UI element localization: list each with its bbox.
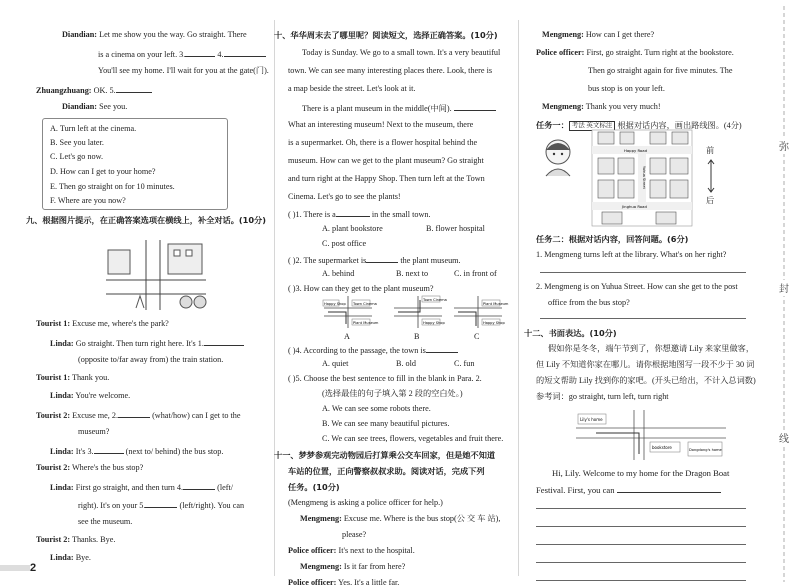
route-arrow: [328, 312, 346, 324]
speaker-label: Tourist 1:: [36, 373, 71, 382]
building-icon: [598, 180, 614, 198]
map-label: bookstore: [652, 445, 672, 450]
building-icon: [620, 132, 634, 144]
building-icon: [650, 158, 666, 174]
building-icon: [650, 132, 666, 144]
writing-prompt: 的短文帮助 Lily 找到你的家吧。(开头已给出，不计入总词数): [536, 376, 756, 385]
speaker-label: Police officer:: [536, 48, 585, 57]
essay-start: Hi, Lily. Welcome to my home for the Dragon Boat: [552, 468, 730, 478]
speaker-label: Mengmeng:: [542, 30, 584, 39]
map-label: Happy Shop: [324, 302, 346, 306]
direction-front: 前: [706, 146, 715, 155]
question-text: the plant museum.: [400, 256, 461, 265]
speaker-label: Linda:: [50, 553, 74, 562]
road-label: Yuhua Street: [642, 166, 646, 189]
passage-line: a map beside the street. Let's look at it.: [288, 84, 416, 93]
passage-line: Today is Sunday. We go to a small town. It's a very beautiful: [302, 48, 501, 57]
speaker-label: Mengmeng:: [300, 562, 342, 571]
choice-a[interactable]: A. behind: [322, 269, 355, 278]
dialogue-text: (what/how) can I get to the: [152, 411, 241, 420]
speaker-label: Linda:: [50, 339, 74, 348]
choice-b[interactable]: B. next to: [396, 269, 429, 278]
writing-prompt: 假如你是冬冬，端午节到了，你想邀请 Lily 来家里做客，: [548, 344, 755, 353]
map-label: Dongdong's home: [689, 448, 722, 452]
choice-b[interactable]: B: [414, 332, 420, 341]
dialogue-text: Excuse me. Where is the bus stop(公 交 车 站),: [343, 514, 501, 523]
answer-blank[interactable]: [183, 481, 215, 490]
answer-blank[interactable]: [145, 499, 177, 508]
map-label: Lily's home: [580, 417, 603, 422]
passage-blank[interactable]: [454, 102, 496, 111]
dialogue-text: Where's the bus stop?: [71, 463, 144, 472]
map-label: Town Cinema: [423, 298, 447, 302]
essay-start: Festival. First, you can: [536, 485, 615, 495]
essay-line[interactable]: [536, 580, 746, 581]
reference-words: 参考词：go straight, turn left, turn right: [536, 392, 669, 401]
dialogue-text: bus stop is on your left.: [588, 84, 665, 93]
answer-blank[interactable]: [94, 445, 124, 454]
person-icon: [194, 296, 206, 308]
town-map[interactable]: [592, 130, 692, 226]
writing-map: [576, 410, 726, 460]
dialogue-text: Bye.: [75, 553, 91, 562]
building-icon: [108, 250, 130, 274]
dialogue-text: Then go straight again for five minutes. The: [588, 66, 733, 75]
section-title: 车站的位置，正向警察叔叔求助。阅读对话，完成下列: [288, 466, 485, 476]
choice-a[interactable]: A. plant bookstore: [322, 224, 383, 233]
dialogue-text: Excuse me, where's the park?: [72, 319, 169, 328]
speaker-label: Tourist 1:: [36, 319, 71, 328]
choice-a[interactable]: A: [344, 332, 350, 341]
speaker-label: Tourist 2:: [36, 535, 71, 544]
option-a: A. Turn left at the cinema.: [50, 124, 137, 133]
writing-prompt: 但 Lily 不知道你家在哪儿。请你根据地图写一段不少于 30 词: [536, 360, 755, 369]
map-label: Plant Museum: [483, 302, 509, 306]
dialogue-text: See you.: [99, 102, 128, 111]
seal-char: 线: [779, 434, 789, 445]
task-label: 任务一：: [536, 120, 569, 130]
passage-line: Cinema. Let's go to see the plants!: [288, 192, 401, 201]
choice-c[interactable]: C. in front of: [454, 269, 497, 278]
question-text: office from the bus stop?: [548, 298, 630, 307]
blank-number: 3.: [87, 447, 94, 456]
dialogue-text: (opposite to/far away from) the train station.: [78, 355, 224, 364]
speaker-label: Mengmeng:: [300, 514, 342, 523]
choice-b[interactable]: B. old: [396, 359, 417, 368]
dialogue-text: (left/: [217, 483, 234, 492]
street-illustration: [96, 230, 216, 310]
speaker-label: Police officer:: [288, 546, 337, 555]
route-arrow: [398, 300, 420, 312]
blank-number: 2.: [111, 411, 119, 420]
building-icon: [168, 244, 202, 274]
map-label: Happy Shop: [423, 321, 445, 325]
question-text: 2. Mengmeng is on Yuhua Street. How can she get to the post: [536, 282, 738, 291]
building-icon: [650, 180, 666, 198]
section-title: 十、华华周末去了哪里呢？阅读短文，选择正确答案。(10分): [274, 30, 498, 40]
essay-line[interactable]: [536, 562, 746, 563]
dialogue-text: museum?: [78, 427, 110, 436]
answer-blank[interactable]: [336, 208, 370, 217]
method-tag: 考法 英文标注: [569, 121, 616, 131]
dialogue-text: How can I get there?: [585, 30, 655, 39]
option-e: E. Then go straight on for 10 minutes.: [50, 182, 175, 191]
road-label: Happy Road: [624, 148, 647, 153]
dialogue-text: Let me show you the way. Go straight. There: [99, 30, 247, 39]
question-text: ( )1. There is a: [288, 210, 336, 219]
building-icon: [598, 132, 614, 144]
blank-number: 4.: [217, 50, 224, 59]
map-label: Town Cinema: [353, 302, 377, 306]
speaker-label: Tourist 2:: [36, 411, 71, 420]
section-title: 十一、梦梦参观完动物园后打算乘公交车回家，但是她不知道: [274, 450, 496, 460]
essay-line[interactable]: [617, 484, 721, 493]
choice-a[interactable]: A. We can see some robots there.: [322, 404, 431, 413]
answer-blank[interactable]: [366, 254, 398, 263]
dialogue-text: You'll see my home. I'll wait for you at the gate(门).: [98, 66, 269, 75]
section-title: 九、根据图片提示，在正确答案选项在横线上，补全对话。(10分): [26, 215, 266, 225]
choice-b[interactable]: B. flower hospital: [426, 224, 485, 233]
dialogue-text: It's next to the hospital.: [338, 546, 415, 555]
essay-line[interactable]: [536, 508, 746, 509]
passage-line: museum. How can we get to the plant museum? Go straight: [288, 156, 484, 165]
girl-illustration: [536, 134, 586, 178]
stage-direction: (Mengmeng is asking a police officer for help.): [288, 498, 443, 507]
blank-number: 1.: [197, 339, 204, 348]
building-icon: [672, 132, 688, 144]
speaker-label: Zhuangzhuang:: [36, 86, 92, 95]
dialogue-text: (next to/ behind) the bus stop.: [125, 447, 224, 456]
building-icon: [670, 158, 688, 174]
choice-c[interactable]: C: [474, 332, 480, 341]
building-icon: [618, 158, 634, 174]
blank-number: 5.: [139, 501, 146, 510]
dialogue-text: First, go straight. Turn right at the bookstore.: [586, 48, 734, 57]
question-text: ( )5. Choose the best sentence to fill in the blank in Para. 2.: [288, 374, 482, 383]
speaker-label: Tourist 2:: [36, 463, 71, 472]
speaker-label: Diandian:: [62, 102, 98, 111]
speaker-label: Linda:: [50, 447, 74, 456]
section-title: 任务。(10分): [288, 482, 340, 492]
choice-c[interactable]: C. fun: [454, 359, 475, 368]
dialogue-text: right). It's on your: [78, 501, 138, 510]
answer-blank[interactable]: [224, 48, 266, 57]
dialogue-text: Thank you very much!: [585, 102, 661, 111]
choice-c[interactable]: C. post office: [322, 239, 367, 248]
question-text: ( )3. How can they get to the plant museum?: [288, 284, 434, 293]
route-arrow: [458, 312, 476, 326]
dialogue-text: Thank you.: [71, 373, 110, 382]
route-map-b[interactable]: [392, 294, 447, 330]
map-label: Plant Museum: [353, 321, 379, 325]
dialogue-text: see the museum.: [78, 517, 133, 526]
choice-c[interactable]: C. We can see trees, flowers, vegetables and fruit there.: [322, 434, 504, 443]
blank-number: 4.: [176, 483, 184, 492]
dialogue-text: Excuse me,: [72, 411, 110, 420]
answer-line[interactable]: [540, 318, 746, 319]
page-number-bar: [0, 565, 30, 571]
option-b: B. See you later.: [50, 138, 104, 147]
blank-number: 5.: [109, 86, 116, 95]
dialogue-text: (left/right). You can: [179, 501, 245, 510]
question-text: in the small town.: [371, 210, 431, 219]
question-text: (选择最佳的句子填入第 2 段的空白处。): [322, 389, 463, 398]
seal-char: 弥: [779, 142, 789, 153]
speaker-label: Diandian:: [62, 30, 98, 39]
essay-line[interactable]: [536, 544, 746, 545]
speaker-label: Police officer:: [288, 578, 337, 587]
answer-blank[interactable]: [204, 337, 244, 346]
road-label: Jinghua Road: [622, 204, 647, 209]
route-arrow: [596, 433, 639, 454]
question-text: ( )2. The supermarket is: [288, 256, 367, 265]
seal-char: 封: [779, 284, 789, 295]
task-label: 任务二：根据对话内容，回答问题。(6分): [536, 234, 689, 244]
answer-blank[interactable]: [118, 409, 150, 418]
option-c: C. Let's go now.: [50, 152, 104, 161]
page-number: 2: [30, 562, 37, 574]
answer-line[interactable]: [540, 272, 746, 273]
speaker-label: Linda:: [50, 483, 74, 492]
passage-line: town. We can see many interesting places there. Look, there is: [288, 66, 493, 75]
dialogue-text: OK.: [93, 86, 108, 95]
column-divider: [518, 20, 519, 576]
building-icon: [670, 180, 688, 198]
column-divider: [274, 20, 275, 576]
section-title: 十二、书面表达。(10分): [524, 328, 617, 338]
map-label: Happy Shop: [483, 321, 505, 325]
dialogue-text: First go straight, and then turn: [75, 483, 175, 492]
speaker-label: Mengmeng:: [542, 102, 584, 111]
choice-b[interactable]: B. We can see many beautiful pictures.: [322, 419, 450, 428]
option-f: F. Where are you now?: [50, 196, 126, 205]
question-text: 1. Mengmeng turns left at the library. What's on her right?: [536, 250, 727, 259]
speaker-label: Linda:: [50, 391, 74, 400]
passage-line: There is a plant museum in the middle(中间).: [302, 104, 452, 113]
up-down-arrow-icon: [706, 158, 716, 194]
seal-strip: [758, 0, 800, 588]
choice-a[interactable]: A. quiet: [322, 359, 349, 368]
passage-line: and turn right at the Happy Shop. Then turn left at the Town: [288, 174, 485, 183]
route-map-a[interactable]: [322, 294, 379, 330]
question-text: ( )4. According to the passage, the town is: [288, 346, 426, 355]
task-text: 根据对话内容，画出路线图。(4分): [617, 121, 742, 130]
essay-line[interactable]: [536, 526, 746, 527]
dialogue-text: please?: [342, 530, 367, 539]
building-icon: [618, 180, 634, 198]
answer-blank[interactable]: [185, 48, 215, 57]
building-icon: [598, 158, 614, 174]
option-d: D. How can I get to your home?: [50, 167, 156, 176]
dialogue-text: is a cinema on your left.: [98, 50, 178, 59]
dialogue-text: You're welcome.: [75, 391, 131, 400]
building-icon: [656, 212, 676, 224]
person-icon: [180, 296, 192, 308]
answer-blank[interactable]: [426, 344, 458, 353]
route-map-c[interactable]: [452, 294, 509, 330]
building-icon: [602, 212, 622, 224]
dialogue-text: Thanks. Bye.: [71, 535, 116, 544]
answer-blank[interactable]: [116, 84, 152, 93]
dialogue-text: Yes. It's a little far.: [338, 578, 400, 587]
dialogue-text: Is it far from here?: [343, 562, 406, 571]
direction-back: 后: [706, 196, 715, 205]
passage-line: What an interesting museum! Next to the museum, there: [288, 120, 474, 129]
dialogue-text: It's: [75, 447, 86, 456]
dialogue-text: Go straight. Then turn right here. It's: [75, 339, 196, 348]
blank-number: 3.: [179, 50, 186, 59]
passage-line: is a supermarket. Oh, there is a flower hospital behind the: [288, 138, 478, 147]
